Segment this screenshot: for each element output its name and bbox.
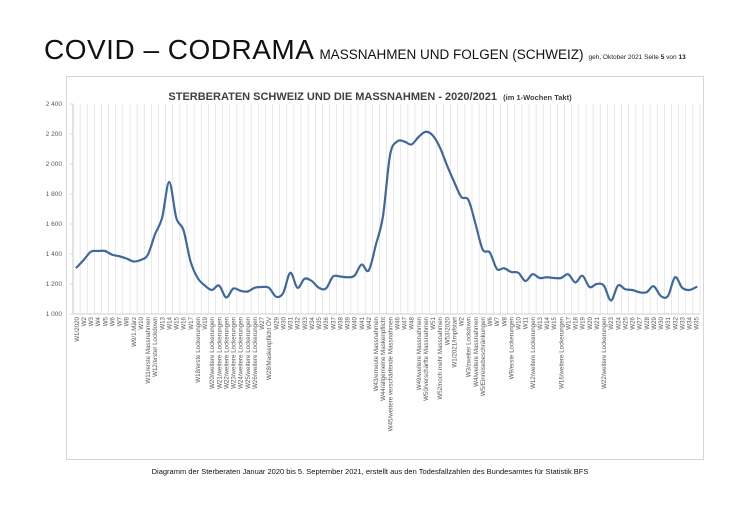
y-tick-label: 1 000 [45, 311, 62, 319]
document-title: COVID – CODRAMA [44, 34, 315, 65]
y-tick-label: 2 400 [45, 101, 62, 109]
y-tick-label: 1 600 [45, 221, 62, 229]
x-tick-label: W16 [180, 317, 188, 330]
x-tick-label: W43/erneute Massnahmen [373, 317, 381, 392]
x-tick-label: W27 [636, 317, 644, 330]
x-tick-label: W18/erste Lockerungen [194, 317, 202, 383]
x-tick-label: W2 [80, 317, 88, 327]
page-total: 13 [678, 54, 686, 61]
x-tick-label: W14 [166, 317, 174, 330]
x-tick-label: W1/2020 [73, 317, 81, 342]
x-tick-label: W11 [522, 317, 530, 330]
x-tick-label: W5 [102, 317, 110, 327]
x-tick-label: W5/Einreisebeschränkungen [479, 317, 487, 397]
x-tick-label: W2 [458, 317, 466, 327]
x-tick-label: W42 [365, 317, 373, 330]
x-tick-label: W53/2020 [444, 317, 452, 346]
x-tick-label: W6 [109, 317, 117, 327]
x-tick-label: W48 [408, 317, 416, 330]
x-tick-label: W24/weitere Lockerungen [237, 317, 245, 389]
x-tick-label: W3 [88, 317, 96, 327]
x-tick-label: W32 [294, 317, 302, 330]
x-tick-label: W52/noch mehr Massnahmen [437, 317, 445, 400]
y-tick-label: 1 400 [45, 251, 62, 259]
x-tick-label: W9/1.März [130, 317, 138, 347]
x-tick-label: W7 [494, 317, 502, 327]
x-tick-label: W32 [672, 317, 680, 330]
x-tick-label: W30 [658, 317, 666, 330]
chart-title [168, 91, 572, 103]
x-tick-label: W34 [686, 317, 694, 330]
page-number: 5 [660, 54, 665, 61]
x-tick-label: W15 [551, 317, 559, 330]
x-tick-label: W19 [579, 317, 587, 330]
x-tick-label: W22/weitere Lockerungen [601, 317, 609, 389]
x-tick-label: W28/Maskenpflicht ÖV [266, 317, 274, 380]
x-tick-label: W26 [629, 317, 637, 330]
chart-title-main: STERBERATEN SCHWEIZ UND DIE MASSNAHMEN - 2020/2021 [168, 91, 498, 103]
x-tick-label: W21 [593, 317, 601, 330]
x-tick-label: W46 [394, 317, 402, 330]
x-tick-label: W13 [536, 317, 544, 330]
x-tick-label: W9/erste Lockerungen [508, 317, 516, 380]
x-tick-label: W22/weitere Lockerungen [223, 317, 231, 389]
y-tick-label: 2 200 [45, 131, 62, 139]
x-tick-label: W20 [586, 317, 594, 330]
x-tick-label: W51 [430, 317, 438, 330]
x-tick-label: W8 [501, 317, 509, 327]
x-tick-label: W29 [650, 317, 658, 330]
x-tick-label: W31 [287, 317, 295, 330]
x-tick-label: W4 [95, 317, 103, 327]
x-tick-label: W50/verschärfte Massnahmen [422, 317, 430, 401]
x-tick-label: W10 [137, 317, 145, 330]
x-tick-label: W40 [351, 317, 359, 330]
x-tick-label: W16/weitere Lockerungen [558, 317, 566, 389]
meta-prefix: geh, Oktober 2021 Seite [588, 54, 659, 61]
x-tick-label: W15 [173, 317, 181, 330]
x-tick-label: W33 [679, 317, 687, 330]
x-tick-label: W35 [316, 317, 324, 330]
x-tick-label: W20/weitere Lockerungen [209, 317, 217, 389]
x-tick-label: W8 [123, 317, 131, 327]
x-tick-label: W49/weitere Massnahmen [415, 317, 423, 391]
x-tick-label: W23/weitere Lockerungen [230, 317, 238, 389]
x-tick-label: W31 [665, 317, 673, 330]
y-tick-label: 2 000 [45, 161, 62, 169]
x-tick-label: W3/zweiter Lockdown [465, 317, 473, 378]
x-tick-label: W13 [159, 317, 167, 330]
x-tick-label: W23 [608, 317, 616, 330]
x-tick-label: W11/erste Massnahmen [145, 317, 153, 384]
meta-of: von [666, 54, 677, 61]
x-tick-label: W1/2021/Impfstart [451, 317, 459, 368]
x-tick-label: W17 [187, 317, 195, 330]
y-tick-label: 1 800 [45, 191, 62, 199]
chart-grid [73, 104, 700, 314]
x-tick-label: W19 [202, 317, 210, 330]
y-axis-ticks [46, 101, 73, 318]
x-tick-label: W24 [615, 317, 623, 330]
x-tick-label: W39 [344, 317, 352, 330]
x-tick-label: W12/weitere Lockerungen [529, 317, 537, 389]
document-subtitle: MASSNAHMEN UND FOLGEN (SCHWEIZ) [319, 47, 584, 62]
x-tick-label: W12/erster Lockdown [152, 317, 160, 377]
chart-subtitle: (im 1-Wochen Takt) [503, 93, 572, 102]
x-tick-label: W30 [280, 317, 288, 330]
x-tick-label: W27 [259, 317, 267, 330]
x-tick-label: W28 [643, 317, 651, 330]
x-tick-label: W25/weitere Lockerungen [244, 317, 252, 389]
y-tick-label: 1 200 [45, 281, 62, 289]
x-tick-label: W33 [301, 317, 309, 330]
x-tick-label: W7 [116, 317, 124, 327]
x-tick-label: W21/weitere Lockerungen [216, 317, 224, 389]
x-tick-label: W18 [572, 317, 580, 330]
x-tick-label: W37 [330, 317, 338, 330]
x-tick-label: W44/allgemeine Maskenpflicht [380, 317, 388, 401]
figure-caption: Diagramm der Sterberaten Januar 2020 bis 5. September 2021, erstellt aus den Todesfallzahlen des Bundesamtes für Statistik BFS [151, 467, 589, 476]
x-tick-label: W41 [358, 317, 366, 330]
x-tick-label: W26/weitere Lockerungen [251, 317, 259, 389]
x-tick-label: W34 [308, 317, 316, 330]
x-tick-label: W4/weitere Massnahmen [472, 317, 480, 387]
x-tick-label: W25 [622, 317, 630, 330]
x-tick-label: W45/weitere verschärfende Massnahmen [387, 317, 395, 432]
x-tick-label: W29 [273, 317, 281, 330]
x-tick-label: W47 [401, 317, 409, 330]
x-tick-label: W35 [693, 317, 701, 330]
x-tick-label: W6 [487, 317, 495, 327]
x-tick-label: W36 [323, 317, 331, 330]
x-tick-label: W10 [515, 317, 523, 330]
x-tick-label: W38 [337, 317, 345, 330]
x-axis-ticks [74, 316, 701, 431]
x-tick-label: W14 [544, 317, 552, 330]
x-tick-label: W17 [565, 317, 573, 330]
